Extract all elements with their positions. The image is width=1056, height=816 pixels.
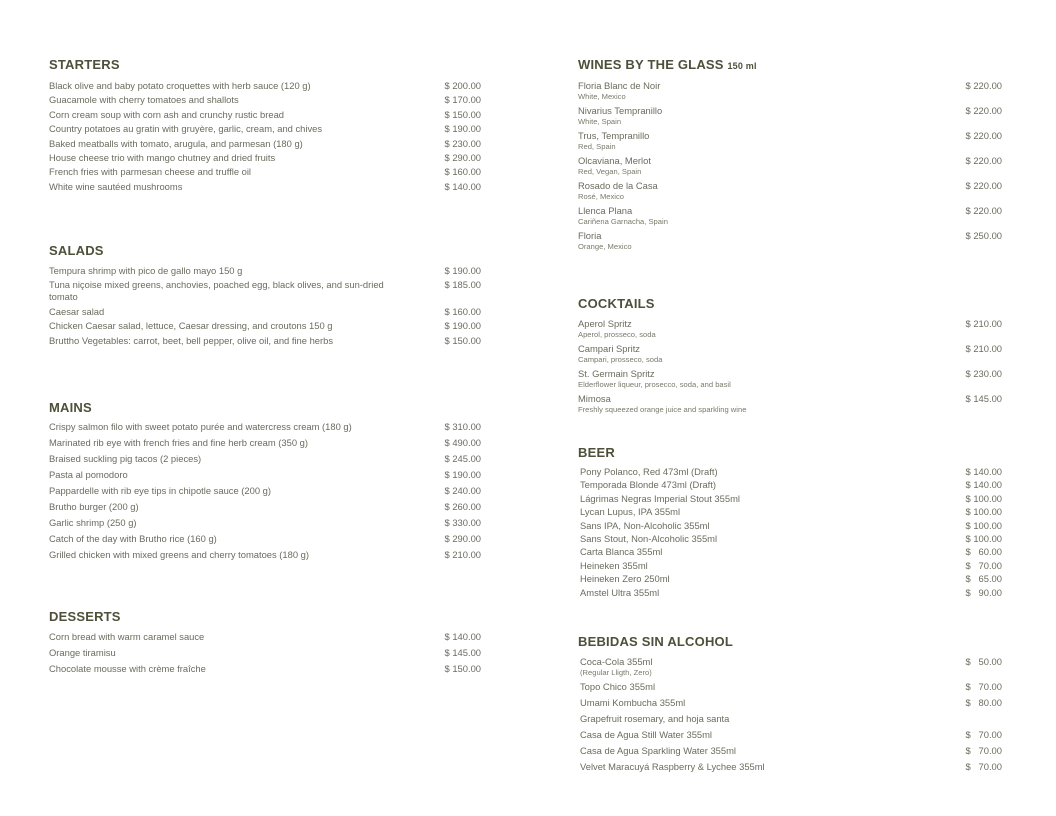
menu-item xyxy=(49,109,481,121)
item-price: $ 140.00 xyxy=(444,631,481,642)
item-name: Corn bread with warm caramel sauce xyxy=(49,631,205,642)
item-price: $ 185.00 xyxy=(444,279,481,291)
item-price: $ 200.00 xyxy=(444,80,481,91)
wines-section xyxy=(578,57,1002,255)
section-title: WINES BY THE GLASS 150 ml xyxy=(578,57,757,72)
menu-item xyxy=(49,166,481,178)
menu-item xyxy=(580,520,1002,532)
menu-item xyxy=(578,130,1002,151)
menu-item xyxy=(49,453,481,465)
item-name: Heineken 355ml xyxy=(580,559,648,571)
menu-item xyxy=(580,713,1002,725)
item-description: Campari, prosseco, soda xyxy=(578,355,663,364)
item-description: White, Spain xyxy=(578,117,622,126)
menu-item xyxy=(49,123,481,135)
menu-item xyxy=(580,506,1002,518)
menu-item xyxy=(580,573,1002,585)
item-name: Pappardelle with rib eye tips in chipotle sauce (200 g) xyxy=(49,485,272,496)
item-name: Umami Kombucha 355ml xyxy=(580,697,686,708)
item-price: $ 290.00 xyxy=(444,151,481,163)
item-name: Bruttho Vegetables: carrot, beet, bell pepper, olive oil, and fine herbs xyxy=(49,334,334,346)
item-price: $ 210.00 xyxy=(444,549,481,560)
item-name: Chicken Caesar salad, lettuce, Caesar dressing, and croutons 150 g xyxy=(49,320,333,332)
item-name: Casa de Agua Sparkling Water 355ml xyxy=(580,745,736,756)
item-price: $ 240.00 xyxy=(444,485,481,496)
item-name: Brutho burger (200 g) xyxy=(49,501,139,512)
beer-section xyxy=(578,445,1002,600)
menu-item xyxy=(580,493,1002,505)
menu-item xyxy=(578,205,1002,226)
item-price: $ 90.00 xyxy=(965,586,1002,598)
item-name: French fries with parmesan cheese and truffle oil xyxy=(49,166,252,178)
item-name: Pasta al pomodoro xyxy=(49,469,128,480)
item-description: Cariñena Garnacha, Spain xyxy=(578,217,668,226)
item-price: $ 245.00 xyxy=(444,453,481,464)
item-price: $ 220.00 xyxy=(965,180,1002,191)
item-price: $ 140.00 xyxy=(965,466,1002,477)
item-name: Marinated rib eye with french fries and fine herb cream (350 g) xyxy=(49,437,308,448)
item-description: Orange, Mexico xyxy=(578,242,632,251)
menu-item xyxy=(580,745,1002,757)
item-price: $ 100.00 xyxy=(965,492,1002,504)
item-name: Topo Chico 355ml xyxy=(580,681,656,692)
item-name: Lágrimas Negras Imperial Stout 355ml xyxy=(580,492,740,504)
menu-item xyxy=(49,421,481,433)
item-name: Baked meatballs with tomato, arugula, and parmesan (180 g) xyxy=(49,137,303,149)
item-name: Guacamole with cherry tomatoes and shallots xyxy=(49,94,239,106)
item-name: Coca-Cola 355ml xyxy=(580,656,653,667)
bebidas-section xyxy=(578,634,1002,777)
item-name: Chocolate mousse with crème fraîche xyxy=(49,663,206,674)
menu-item xyxy=(578,180,1002,201)
menu-item xyxy=(49,663,481,675)
item-price: $ 70.00 xyxy=(965,761,1002,772)
item-price: $ 190.00 xyxy=(444,469,481,480)
item-price: $ 220.00 xyxy=(965,205,1002,216)
menu-item xyxy=(578,343,1002,364)
item-price: $ 145.00 xyxy=(965,393,1002,404)
menu-item xyxy=(580,656,1002,677)
menu-item xyxy=(580,466,1002,478)
menu-item xyxy=(49,549,481,561)
menu-item xyxy=(578,80,1002,101)
item-price: $ 230.00 xyxy=(965,368,1002,379)
item-price: $ 150.00 xyxy=(444,334,481,346)
item-name: Llenca Plana xyxy=(578,205,633,216)
item-price: $ 220.00 xyxy=(965,155,1002,166)
menu-item xyxy=(578,368,1002,389)
item-name: Olcaviana, Merlot xyxy=(578,155,651,166)
item-description: Aperol, prosseco, soda xyxy=(578,330,656,339)
item-price: $ 490.00 xyxy=(444,437,481,448)
menu-item xyxy=(580,761,1002,773)
desserts-section xyxy=(49,609,481,679)
item-price: $ 80.00 xyxy=(965,697,1002,708)
salads-section xyxy=(49,243,481,349)
item-name: Campari Spritz xyxy=(578,343,640,354)
menu-item xyxy=(49,320,481,332)
item-price: $ 220.00 xyxy=(965,80,1002,91)
menu-item xyxy=(49,279,481,303)
item-description: (Regular Lligth, Zero) xyxy=(580,668,652,677)
serving-size: 150 ml xyxy=(727,61,757,71)
item-description: Red, Spain xyxy=(578,142,616,151)
item-description: Red, Vegan, Spain xyxy=(578,167,642,176)
item-name: Grilled chicken with mixed greens and cherry tomatoes (180 g) xyxy=(49,549,310,560)
item-description: White, Mexico xyxy=(578,92,626,101)
menu-item xyxy=(578,105,1002,126)
item-price: $ 70.00 xyxy=(965,681,1002,692)
menu-item xyxy=(49,647,481,659)
item-price: $ 150.00 xyxy=(444,663,481,674)
section-title: COCKTAILS xyxy=(578,296,655,311)
item-price: $ 260.00 xyxy=(444,501,481,512)
menu-item xyxy=(49,138,481,150)
item-price: $ 190.00 xyxy=(444,265,481,276)
menu-item xyxy=(578,230,1002,251)
item-name: Sans IPA, Non-Alcoholic 355ml xyxy=(580,519,710,531)
item-price: $ 145.00 xyxy=(444,647,481,658)
menu-item xyxy=(49,485,481,497)
item-price: $ 230.00 xyxy=(444,137,481,149)
item-name: Carta Blanca 355ml xyxy=(580,546,663,558)
section-title: SALADS xyxy=(49,243,104,258)
item-name: White wine sautéed mushrooms xyxy=(49,180,183,192)
menu-item xyxy=(580,546,1002,558)
menu-item xyxy=(578,393,1002,414)
menu-item xyxy=(49,265,481,277)
item-price: $ 70.00 xyxy=(965,559,1002,571)
item-name: Corn cream soup with corn ash and crunchy rustic bread xyxy=(49,108,285,120)
item-price: $ 160.00 xyxy=(444,166,481,178)
item-name: Trus, Tempranillo xyxy=(578,130,650,141)
item-price: $ 210.00 xyxy=(965,318,1002,329)
item-name: Grapefruit rosemary, and hoja santa xyxy=(580,713,730,724)
item-name: Tempura shrimp with pico de gallo mayo 150 g xyxy=(49,265,243,276)
item-price: $ 100.00 xyxy=(965,519,1002,531)
item-name: Floria xyxy=(578,230,602,241)
menu-item xyxy=(49,533,481,545)
item-price: $ 190.00 xyxy=(444,123,481,135)
cocktails-section xyxy=(578,296,1002,418)
menu-item xyxy=(580,560,1002,572)
item-name: Casa de Agua Still Water 355ml xyxy=(580,729,713,740)
menu-item xyxy=(580,681,1002,693)
section-title: BEBIDAS SIN ALCOHOL xyxy=(578,634,733,649)
item-description: Elderflower liqueur, prosecco, soda, and basil xyxy=(578,380,731,389)
menu-item xyxy=(49,94,481,106)
item-name: Garlic shrimp (250 g) xyxy=(49,517,137,528)
item-name: Tuna niçoise mixed greens, anchovies, poached egg, black olives, and sun-dried tomato xyxy=(49,279,384,303)
menu-item xyxy=(580,697,1002,709)
menu-item xyxy=(49,469,481,481)
menu-item xyxy=(49,517,481,529)
item-price: $ 310.00 xyxy=(444,421,481,432)
item-price: $ 330.00 xyxy=(444,517,481,528)
item-price: $ 220.00 xyxy=(965,105,1002,116)
item-name: Aperol Spritz xyxy=(578,318,632,329)
menu-item xyxy=(49,80,481,92)
item-name: Caesar salad xyxy=(49,305,105,317)
item-name: Pony Polanco, Red 473ml (Draft) xyxy=(580,466,718,477)
item-name: Mimosa xyxy=(578,393,611,404)
item-name: Lycan Lupus, IPA 355ml xyxy=(580,506,681,518)
item-name: Velvet Maracuyá Raspberry & Lychee 355ml xyxy=(580,761,765,772)
menu-item xyxy=(580,533,1002,545)
item-description: Freshly squeezed orange juice and sparkling wine xyxy=(578,405,747,414)
menu-item xyxy=(49,501,481,513)
item-price: $ 140.00 xyxy=(965,479,1002,491)
item-price: $ 60.00 xyxy=(965,546,1002,558)
item-name: Sans Stout, Non-Alcoholic 355ml xyxy=(580,532,718,544)
item-price: $ 150.00 xyxy=(444,108,481,120)
item-price: $ 290.00 xyxy=(444,533,481,544)
item-price: $ 170.00 xyxy=(444,94,481,106)
menu-item xyxy=(49,631,481,643)
section-title: STARTERS xyxy=(49,57,120,72)
menu-item xyxy=(580,587,1002,599)
item-price: $ 100.00 xyxy=(965,506,1002,518)
section-title: DESSERTS xyxy=(49,609,121,624)
item-price: $ 50.00 xyxy=(965,656,1002,667)
item-name: Crispy salmon filo with sweet potato purée and watercress cream (180 g) xyxy=(49,421,352,432)
menu-item xyxy=(578,155,1002,176)
item-name: Amstel Ultra 355ml xyxy=(580,586,660,598)
section-title: BEER xyxy=(578,445,615,460)
menu-item xyxy=(580,729,1002,741)
item-name: Orange tiramisu xyxy=(49,647,116,658)
item-price: $ 160.00 xyxy=(444,305,481,317)
item-name: Black olive and baby potato croquettes with herb sauce (120 g) xyxy=(49,80,311,91)
mains-section xyxy=(49,400,481,565)
menu-item xyxy=(580,479,1002,491)
menu-item xyxy=(49,437,481,449)
item-price: $ 140.00 xyxy=(444,180,481,192)
item-name: Braised suckling pig tacos (2 pieces) xyxy=(49,453,202,464)
item-name: Temporada Blonde 473ml (Draft) xyxy=(580,479,716,491)
item-name: House cheese trio with mango chutney and dried fruits xyxy=(49,151,276,163)
item-name: Nivarius Tempranillo xyxy=(578,105,663,116)
item-price: $ 70.00 xyxy=(965,745,1002,756)
item-price: $ 210.00 xyxy=(965,343,1002,354)
item-price: $ 190.00 xyxy=(444,320,481,332)
item-price: $ 70.00 xyxy=(965,729,1002,740)
item-name: Catch of the day with Brutho rice (160 g) xyxy=(49,533,217,544)
item-description: Rosé, Mexico xyxy=(578,192,625,201)
section-title: MAINS xyxy=(49,400,92,415)
starters-section xyxy=(49,57,481,195)
item-price: $ 220.00 xyxy=(965,130,1002,141)
menu-item xyxy=(49,306,481,318)
item-price: $ 100.00 xyxy=(965,532,1002,544)
item-name: Rosado de la Casa xyxy=(578,180,658,191)
item-name: St. Germain Spritz xyxy=(578,368,655,379)
menu-item xyxy=(49,181,481,193)
menu-item xyxy=(49,152,481,164)
item-name: Country potatoes au gratin with gruyère, garlic, cream, and chives xyxy=(49,123,323,135)
menu-item xyxy=(49,335,481,347)
menu-item xyxy=(578,318,1002,339)
item-price: $ 250.00 xyxy=(965,230,1002,241)
item-name: Floria Blanc de Noir xyxy=(578,80,661,91)
item-name: Heineken Zero 250ml xyxy=(580,573,670,585)
item-price: $ 65.00 xyxy=(965,573,1002,585)
